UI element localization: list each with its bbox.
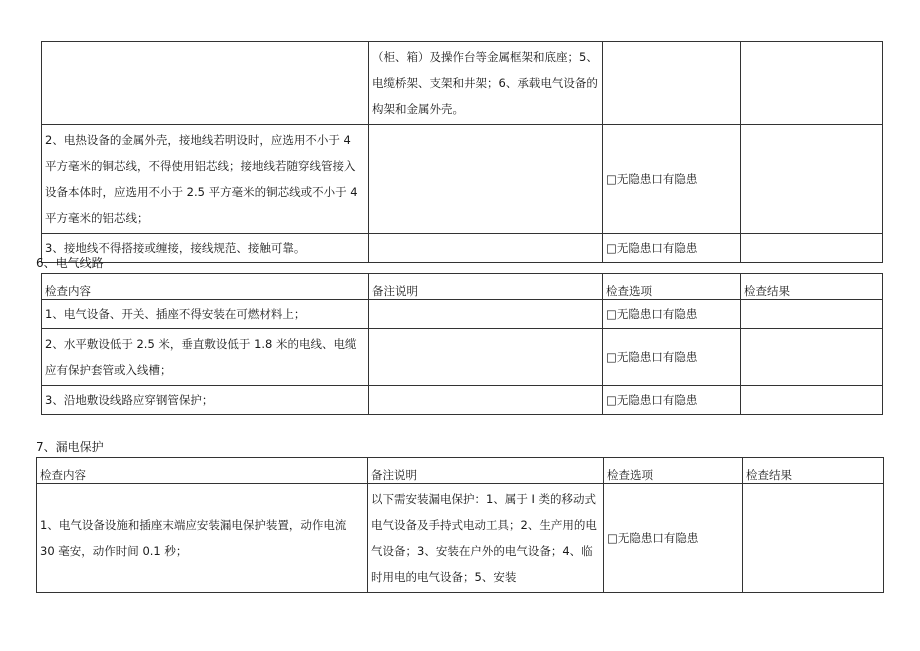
header-result: 检查结果 <box>741 274 883 300</box>
option-cell[interactable]: □无隐患口有隐患 <box>603 234 741 263</box>
content-cell: 3、接地线不得搭接或缠接，接线规范、接触可靠。 <box>42 234 369 263</box>
section-title-wiring: 6、电气线路 <box>36 256 104 270</box>
content-cell: 3、沿地敷设线路应穿钢管保护； <box>42 386 369 415</box>
header-option: 检查选项 <box>604 458 743 484</box>
table-row <box>42 386 883 415</box>
option-cell[interactable]: □无隐患口有隐患 <box>604 484 743 593</box>
header-result: 检查结果 <box>743 458 884 484</box>
content-cell: 1、电气设备、开关、插座不得安装在可燃材料上； <box>42 300 369 329</box>
option-cell[interactable] <box>603 42 741 125</box>
result-cell[interactable] <box>741 42 883 125</box>
result-cell[interactable] <box>741 300 883 329</box>
note-cell <box>369 125 603 234</box>
table-row <box>42 42 883 125</box>
header-note: 备注说明 <box>368 458 604 484</box>
result-cell[interactable] <box>741 329 883 386</box>
option-cell[interactable]: □无隐患口有隐患 <box>603 386 741 415</box>
note-cell: 以下需安装漏电保护：1、属于 I 类的移动式电气设备及手持式电动工具；2、生产用的电气设备；3、安装在户外的电气设备；4、临时用电的电气设备；5、安装 <box>368 484 604 593</box>
table-row <box>42 300 883 329</box>
note-cell <box>369 329 603 386</box>
table-header-row <box>37 458 884 484</box>
table-row <box>42 125 883 234</box>
content-cell <box>42 42 369 125</box>
option-cell[interactable]: □无隐患口有隐患 <box>603 300 741 329</box>
content-cell: 2、水平敷设低于 2.5 米，垂直敷设低于 1.8 米的电线、电缆应有保护套管或入线槽； <box>42 329 369 386</box>
table-wiring <box>41 273 883 415</box>
note-cell: （柜、箱）及操作台等金属框架和底座；5、电缆桥架、支架和井架；6、承载电气设备的构架和金属外壳。 <box>369 42 603 125</box>
header-content: 检查内容 <box>37 458 368 484</box>
note-cell <box>369 386 603 415</box>
table-header-row <box>42 274 883 300</box>
result-cell[interactable] <box>741 125 883 234</box>
note-cell <box>369 234 603 263</box>
table-row <box>42 329 883 386</box>
option-cell[interactable]: □无隐患口有隐患 <box>603 329 741 386</box>
header-content: 检查内容 <box>42 274 369 300</box>
header-note: 备注说明 <box>369 274 603 300</box>
table-row <box>42 234 883 263</box>
result-cell[interactable] <box>741 234 883 263</box>
header-option: 检查选项 <box>603 274 741 300</box>
table-row <box>37 484 884 593</box>
table-leakage-protection <box>36 457 884 593</box>
table-grounding-continued <box>41 41 883 263</box>
content-cell: 2、电热设备的金属外壳，接地线若明设时，应选用不小于 4 平方毫米的铜芯线，不得使用铝芯线；接地线若随穿线管接入设备本体时，应选用不小于 2.5 平方毫米的铜芯线或不小于 4 平方毫米的铝芯线； <box>42 125 369 234</box>
result-cell[interactable] <box>743 484 884 593</box>
content-cell: 1、电气设备设施和插座末端应安装漏电保护装置，动作电流 30 毫安，动作时间 0.1 秒； <box>37 484 368 593</box>
note-cell <box>369 300 603 329</box>
section-title-leakage-protection: 7、漏电保护 <box>36 440 104 454</box>
result-cell[interactable] <box>741 386 883 415</box>
option-cell[interactable]: □无隐患口有隐患 <box>603 125 741 234</box>
